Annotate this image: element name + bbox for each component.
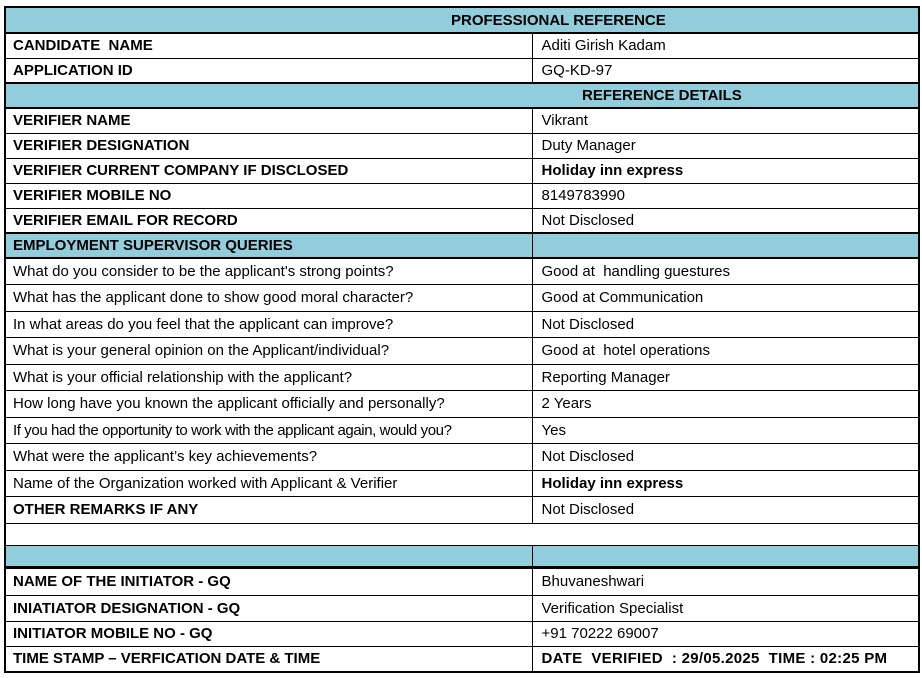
table-row bbox=[5, 621, 919, 646]
field-label-timestamp: TIME STAMP – VERFICATION DATE & TIME bbox=[5, 646, 532, 672]
table-row bbox=[5, 158, 919, 183]
field-label-verifier-company: VERIFIER CURRENT COMPANY IF DISCLOSED bbox=[5, 158, 532, 183]
table-row bbox=[5, 417, 919, 444]
table-row bbox=[5, 497, 919, 524]
empty-cell bbox=[5, 545, 532, 567]
field-value-verifier-mobile: 8149783990 bbox=[532, 183, 919, 208]
field-label-initiator-mobile: INITIATOR MOBILE NO - GQ bbox=[5, 621, 532, 646]
table-row bbox=[5, 58, 919, 83]
answer-value: Good at hotel operations bbox=[532, 338, 919, 365]
field-label-application-id: APPLICATION ID bbox=[5, 58, 532, 83]
empty-cell bbox=[532, 545, 919, 567]
table-row bbox=[5, 311, 919, 338]
field-value-verifier-designation: Duty Manager bbox=[532, 133, 919, 158]
table-row bbox=[5, 338, 919, 365]
field-value-initiator-designation: Verification Specialist bbox=[532, 595, 919, 621]
question-label: What do you consider to be the applicant's strong points? bbox=[5, 258, 532, 285]
question-label: What were the applicant’s key achievements? bbox=[5, 444, 532, 471]
field-value-timestamp: DATE VERIFIED : 29/05.2025 TIME : 02:25 PM bbox=[532, 646, 919, 672]
table-row bbox=[5, 567, 919, 595]
question-label: Name of the Organization worked with Applicant & Verifier bbox=[5, 470, 532, 497]
field-label-verifier-name: VERIFIER NAME bbox=[5, 108, 532, 133]
field-label-initiator-name: NAME OF THE INITIATOR - GQ bbox=[5, 567, 532, 595]
table-row bbox=[5, 208, 919, 233]
spacer-row-white bbox=[5, 523, 919, 545]
section-title: PROFESSIONAL REFERENCE bbox=[5, 7, 919, 33]
field-value-initiator-mobile: +91 70222 69007 bbox=[532, 621, 919, 646]
question-label: If you had the opportunity to work with the applicant again, would you? bbox=[5, 417, 532, 444]
empty-header-cell bbox=[532, 233, 919, 258]
field-value-verifier-name: Vikrant bbox=[532, 108, 919, 133]
question-label: What has the applicant done to show good moral character? bbox=[5, 285, 532, 312]
table-row bbox=[5, 444, 919, 471]
question-label: In what areas do you feel that the applicant can improve? bbox=[5, 311, 532, 338]
field-value-candidate-name: Aditi Girish Kadam bbox=[532, 33, 919, 58]
answer-value: Good at handling guestures bbox=[532, 258, 919, 285]
section-header-professional-reference bbox=[5, 7, 919, 33]
table-row bbox=[5, 595, 919, 621]
table-row bbox=[5, 258, 919, 285]
answer-value: 2 Years bbox=[532, 391, 919, 418]
field-label-other-remarks: OTHER REMARKS IF ANY bbox=[5, 497, 532, 524]
section-header-employment-supervisor-queries bbox=[5, 233, 919, 258]
answer-value: Not Disclosed bbox=[532, 444, 919, 471]
spacer-row-blue bbox=[5, 545, 919, 567]
table-row bbox=[5, 391, 919, 418]
table-row bbox=[5, 364, 919, 391]
table-row bbox=[5, 646, 919, 672]
answer-value: Yes bbox=[532, 417, 919, 444]
empty-cell bbox=[5, 523, 919, 545]
answer-value: Holiday inn express bbox=[532, 470, 919, 497]
field-value-verifier-company: Holiday inn express bbox=[532, 158, 919, 183]
table-row bbox=[5, 183, 919, 208]
field-label-initiator-designation: INIATIATOR DESIGNATION - GQ bbox=[5, 595, 532, 621]
answer-value: Good at Communication bbox=[532, 285, 919, 312]
table-row bbox=[5, 470, 919, 497]
answer-value: Not Disclosed bbox=[532, 497, 919, 524]
field-value-verifier-email: Not Disclosed bbox=[532, 208, 919, 233]
question-label: How long have you known the applicant officially and personally? bbox=[5, 391, 532, 418]
table-row bbox=[5, 108, 919, 133]
field-label-verifier-designation: VERIFIER DESIGNATION bbox=[5, 133, 532, 158]
professional-reference-table bbox=[4, 6, 920, 673]
field-value-initiator-name: Bhuvaneshwari bbox=[532, 567, 919, 595]
field-label-candidate-name: CANDIDATE NAME bbox=[5, 33, 532, 58]
question-label: What is your official relationship with the applicant? bbox=[5, 364, 532, 391]
question-label: What is your general opinion on the Applicant/individual? bbox=[5, 338, 532, 365]
section-header-reference-details bbox=[5, 83, 919, 108]
field-label-verifier-email: VERIFIER EMAIL FOR RECORD bbox=[5, 208, 532, 233]
table-row bbox=[5, 33, 919, 58]
table-row bbox=[5, 133, 919, 158]
table-row bbox=[5, 285, 919, 312]
section-title: REFERENCE DETAILS bbox=[5, 83, 919, 108]
answer-value: Not Disclosed bbox=[532, 311, 919, 338]
section-title: EMPLOYMENT SUPERVISOR QUERIES bbox=[5, 233, 532, 258]
answer-value: Reporting Manager bbox=[532, 364, 919, 391]
field-label-verifier-mobile: VERIFIER MOBILE NO bbox=[5, 183, 532, 208]
field-value-application-id: GQ-KD-97 bbox=[532, 58, 919, 83]
